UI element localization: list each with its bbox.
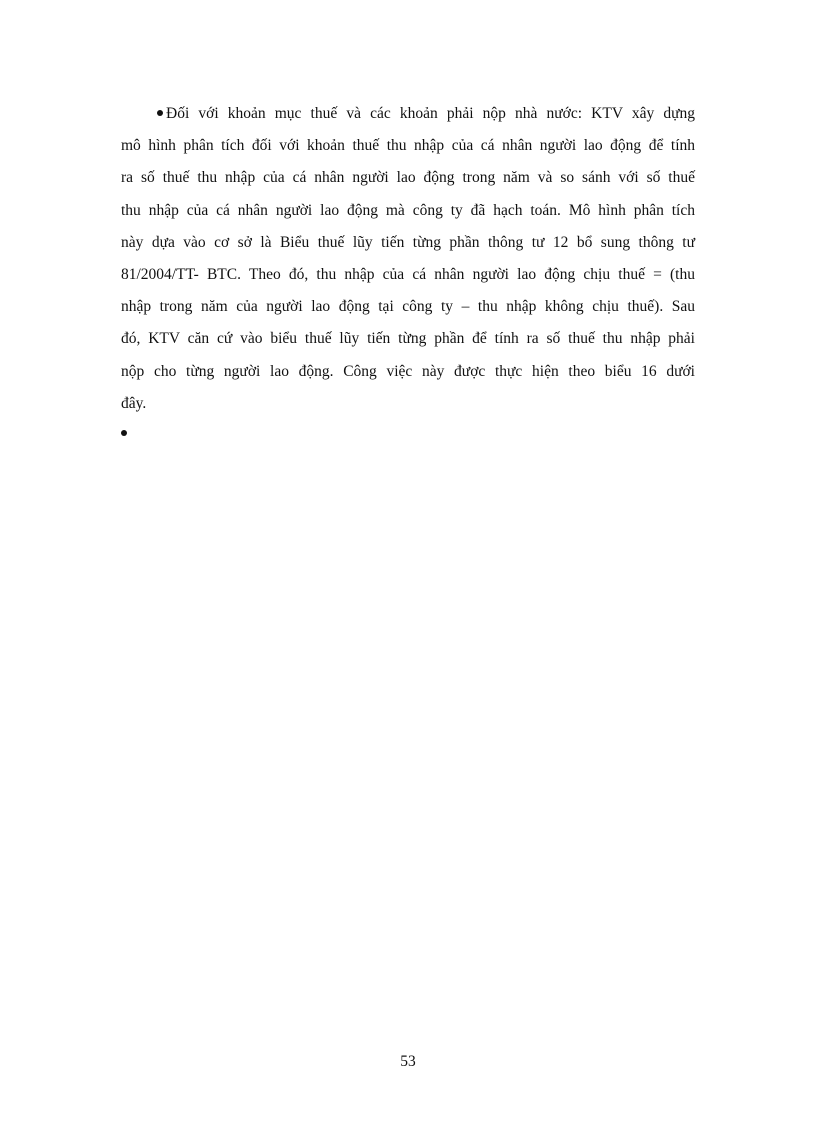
paragraph-line <box>121 98 695 130</box>
paragraph-line: mô hình phân tích đối với khoản thuế thu nhập của cá nhân người lao động để tính <box>121 137 695 155</box>
page-number: 53 <box>400 1053 416 1070</box>
paragraph-line: ra số thuế thu nhập của cá nhân người lao động trong năm và so sánh với số thuế <box>121 169 695 187</box>
empty-bullet-icon <box>121 430 127 436</box>
paragraph-line: nhập trong năm của người lao động tại công ty – thu nhập không chịu thuế). Sau <box>121 298 695 316</box>
paragraph-line: 81/2004/TT- BTC. Theo đó, thu nhập của cá nhân người lao động chịu thuế = (thu <box>121 266 695 284</box>
paragraph-line: nộp cho từng người lao động. Công việc này được thực hiện theo biểu 16 dưới <box>121 362 695 380</box>
body-paragraph <box>121 98 695 420</box>
paragraph-line-text: Đối với khoản mục thuế và các khoản phải nộp nhà nước: KTV xây dựng <box>166 105 695 122</box>
paragraph-line: đó, KTV căn cứ vào biểu thuế lũy tiến từng phần để tính ra số thuế thu nhập phải <box>121 330 695 348</box>
paragraph-line: này dựa vào cơ sở là Biểu thuế lũy tiến từng phần thông tư 12 bổ sung thông tư <box>121 233 695 251</box>
paragraph-line: đây. <box>121 394 147 412</box>
paragraph-line: thu nhập của cá nhân người lao động mà công ty đã hạch toán. Mô hình phân tích <box>121 201 695 219</box>
bullet-icon <box>157 110 163 116</box>
